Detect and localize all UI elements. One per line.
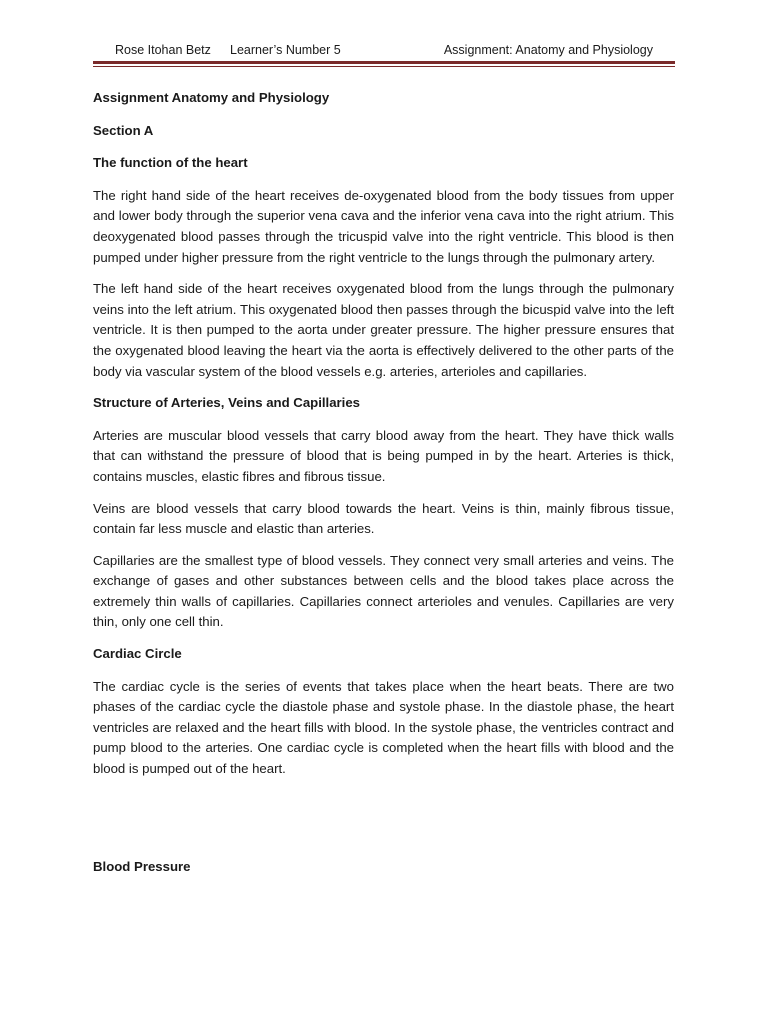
header-learner-number: Learner’s Number 5 [230,43,341,57]
section-heading: Section A [93,122,154,138]
header-author: Rose Itohan Betz [115,43,211,57]
heart-function-heading: The function of the heart [93,155,248,171]
document-body [93,88,674,889]
document-title: Assignment Anatomy and Physiology [93,90,330,105]
vessels-heading: Structure of Arteries, Veins and Capillaries [93,395,361,411]
heart-paragraph-left: The left hand side of the heart receives oxygenated blood from the lungs through the pulmonary veins into the left atrium. This oxygenated blood then passes through the bicuspid valve into the left ventricle. It is then pumped to the aorta under greater pressure. The higher pressure ensures that the oxygenated blood leaving the heart via the aorta is effectively delivered to the other parts of the body via vascular system of the blood vessels e.g. arteries, arterioles and capillaries. [93,281,674,379]
blank-space [93,791,674,857]
veins-paragraph: Veins are blood vessels that carry blood towards the heart. Veins is thin, mainly fibrous tissue, contain far less muscle and elastic than arteries. [93,500,674,537]
cardiac-heading: Cardiac Circle [93,646,182,662]
header-rule-thick [93,61,675,64]
cardiac-paragraph: The cardiac cycle is the series of events that takes place when the heart beats. There are two phases of the cardiac cycle the diastole phase and systole phase. In the diastole phase, the heart ventricles are relaxed and the heart fills with blood. In the systole phase, the ventricles contract and pump blood to the arteries. One cardiac cycle is completed when the heart fills with blood and the blood is pumped out of the heart. [93,678,674,777]
header-assignment: Assignment: Anatomy and Physiology [443,43,653,57]
blood-pressure-heading: Blood Pressure [93,858,191,874]
heart-paragraph-right: The right hand side of the heart receives de-oxygenated blood from the body tissues from upper and lower body through the superior vena cava and the inferior vena cava into the right atrium. This deoxygenated blood passes through the tricuspid valve into the right ventricle. This blood is then pumped under higher pressure from the right ventricle to the lungs through the pulmonary artery. [93,187,674,265]
arteries-paragraph: Arteries are muscular blood vessels that carry blood away from the heart. They have thick walls that can withstand the pressure of blood that is being pumped in by the heart. Arteries is thick, contains muscles, elastic fibres and fibrous tissue. [93,427,674,484]
capillaries-paragraph: Capillaries are the smallest type of blood vessels. They connect very small arteries and veins. The exchange of gases and other substances between cells and the blood takes place across the extremely thin walls of capillaries. Capillaries connect arterioles and venules. Capillaries are very thin, only one cell thin. [93,552,674,630]
header-rule-thin [93,66,675,67]
page-header [93,43,675,61]
